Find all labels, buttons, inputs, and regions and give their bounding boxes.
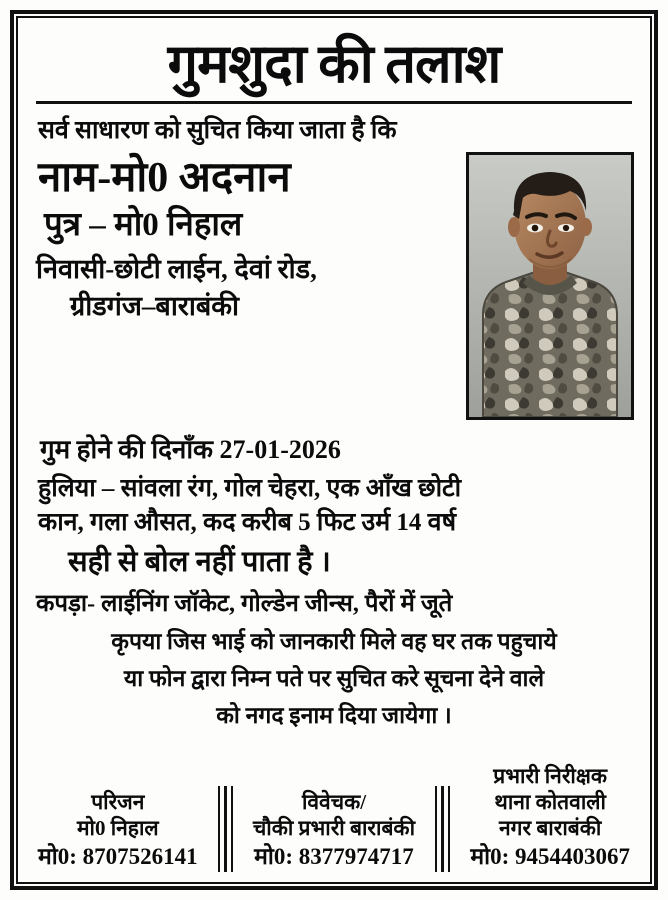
- contact-police-phone[interactable]: मो0: 9454403067: [470, 844, 630, 870]
- headline-divider: [36, 101, 632, 104]
- contact-investigator-phone[interactable]: मो0: 8377974717: [254, 844, 414, 870]
- contact-family-phone[interactable]: मो0: 8707526141: [38, 844, 198, 870]
- description-line-1: हुलिया – सांवला रंग, गोल चेहरा, एक आँख छोटी: [38, 474, 462, 502]
- contact-family-title: परिजन: [91, 789, 145, 814]
- contact-footer: [34, 763, 634, 875]
- contact-police-subtitle-2: नगर बाराबंकी: [499, 816, 602, 840]
- contact-family: [38, 789, 198, 872]
- contact-police-subtitle: थाना कोतवाली: [494, 789, 606, 814]
- contact-police: [470, 763, 630, 873]
- address-line-2: ग्रीडगंज–बाराबंकी: [70, 290, 239, 321]
- contact-investigator-subtitle: चौकी प्रभारी बाराबंकी: [252, 816, 416, 840]
- description-line-3: सही से बोल नहीं पाता है ।: [68, 545, 331, 578]
- poster-content: [22, 22, 646, 878]
- photo-container: [466, 152, 634, 420]
- footer-divider-left: [216, 786, 235, 872]
- appeal-line-1: कृपया जिस भाई को जानकारी मिले वह घर तक पहुचाये: [111, 629, 557, 655]
- details-and-photo: [34, 150, 634, 420]
- person-name: नाम-मो0 अदनान: [38, 154, 291, 201]
- father-name: पुत्र – मो0 निहाल: [44, 206, 243, 243]
- clothes-description: कपड़ा- लाईनिंग जॉकेट, गोल्डेन जीन्स, पैरों में जूते: [36, 590, 453, 617]
- photo-illustration: [469, 155, 631, 417]
- contact-investigator: [253, 789, 415, 872]
- poster-headline: गुमशुदा की तलाश: [167, 34, 501, 94]
- contact-family-subtitle: मो0 निहाल: [76, 816, 159, 840]
- appeal-line-2: या फोन द्वारा निम्न पते पर सुचित करे सूचना देने वाले: [123, 665, 545, 691]
- footer-divider-right: [433, 786, 452, 872]
- contact-police-title: प्रभारी निरीक्षक: [493, 763, 608, 788]
- address-line-1: निवासी-छोटी लाईन, देवां रोड,: [36, 253, 317, 284]
- details-block: [34, 150, 460, 324]
- description-line-2: कान, गला औसत, कद करीब 5 फिट उर्म 14 वर्ष: [38, 509, 457, 537]
- appeal-line-3: को नगद इनाम दिया जायेगा ।: [216, 702, 452, 728]
- notice-line: सर्व साधारण को सुचित किया जाता है कि: [38, 116, 397, 144]
- missing-person-photo: [466, 152, 634, 420]
- missing-date: गुम होने की दिनाँक 27-01-2026: [40, 434, 341, 464]
- contact-investigator-title: विवेचक/: [301, 789, 367, 814]
